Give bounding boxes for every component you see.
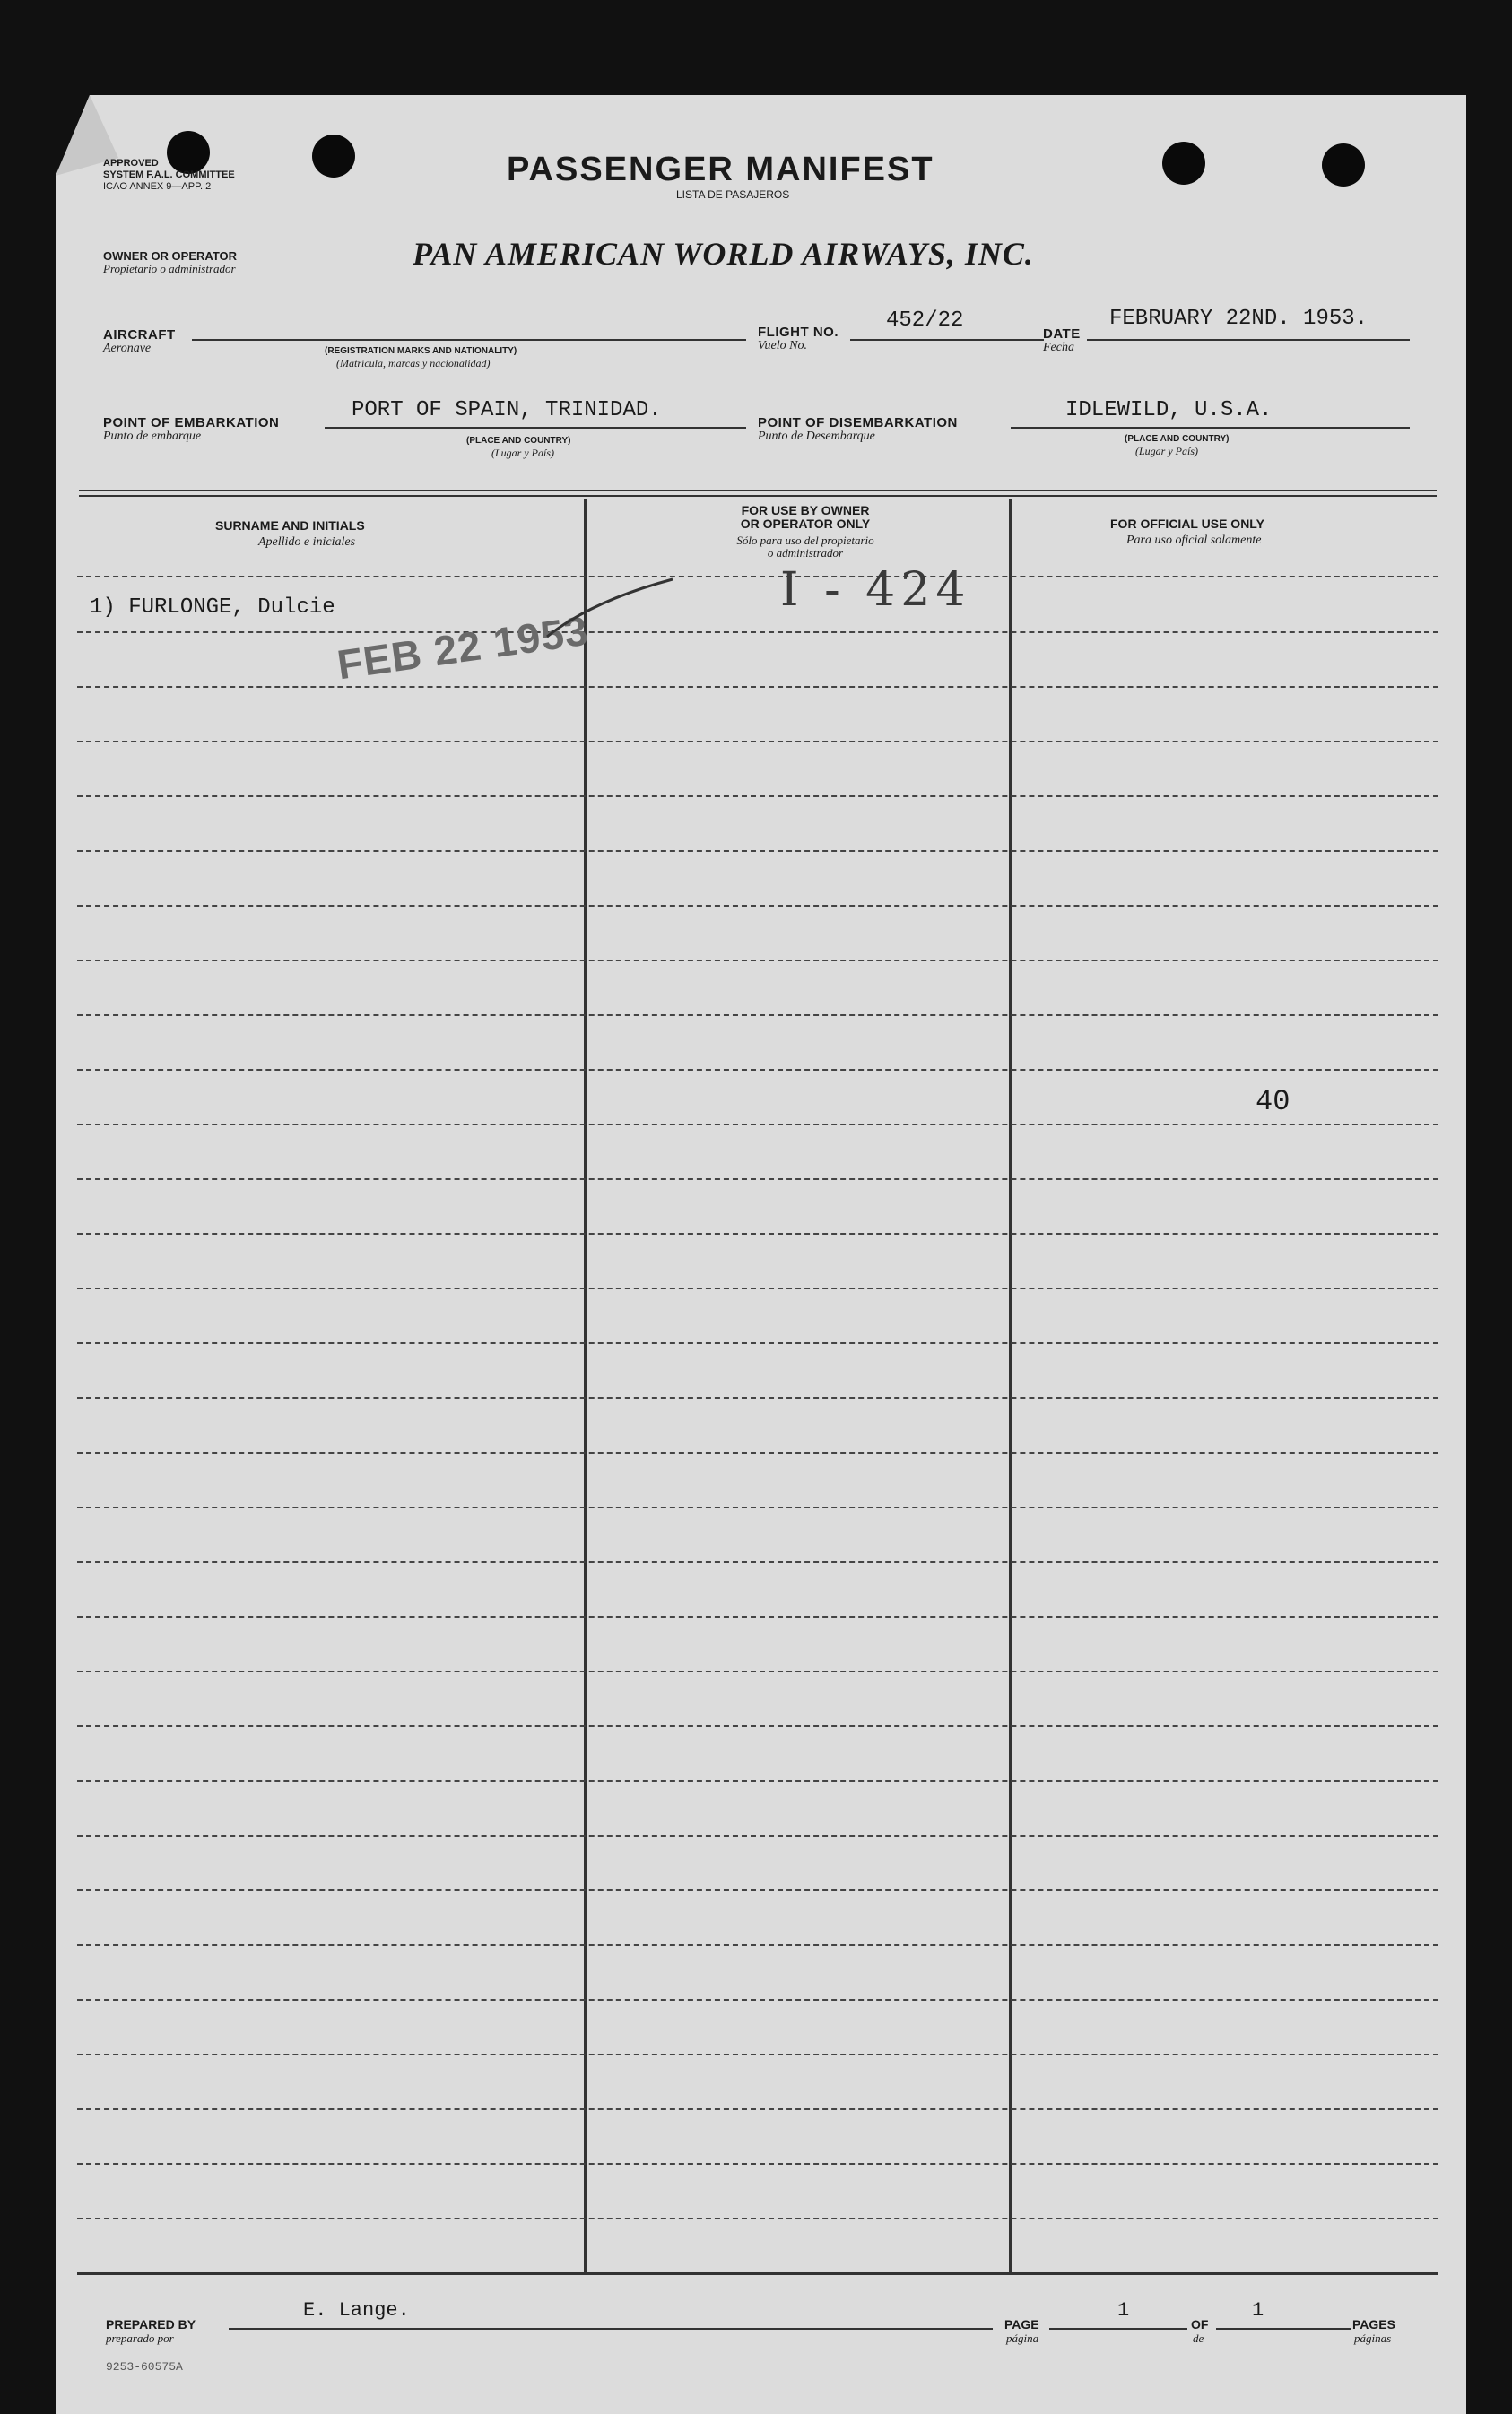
row-rule <box>77 1178 1438 1180</box>
prepared-by-value: E. Lange. <box>303 2299 410 2322</box>
row-rule <box>77 905 1438 907</box>
row-rule <box>77 1233 1438 1235</box>
registration-label-spanish: (Matrícula, marcas y nacionalidad) <box>336 357 491 369</box>
date-stamp: FEB 22 1953 <box>334 606 592 689</box>
aircraft-line <box>192 339 746 341</box>
row-rule <box>77 686 1438 688</box>
total-pages-line <box>1216 2328 1351 2330</box>
flight-label: FLIGHT NO. <box>758 325 839 340</box>
disembarkation-label-spanish: Punto de Desembarque <box>758 430 875 443</box>
pages-label: PAGES <box>1352 2317 1395 2332</box>
owner-value: PAN AMERICAN WORLD AIRWAYS, INC. <box>413 236 1034 272</box>
row-rule <box>77 1944 1438 1946</box>
registration-label: (REGISTRATION MARKS AND NATIONALITY) <box>325 346 517 356</box>
owner-label-spanish: Propietario o administrador <box>103 262 236 275</box>
date-label-spanish: Fecha <box>1043 341 1074 354</box>
embark-place-label: (PLACE AND COUNTRY) <box>466 436 571 446</box>
row-rule <box>77 1889 1438 1891</box>
column-divider-1 <box>584 499 587 2272</box>
row-rule <box>77 1397 1438 1399</box>
row-rule <box>77 2218 1438 2219</box>
row-rule <box>77 2163 1438 2165</box>
table-top-rule-2 <box>79 495 1437 497</box>
embarkation-label: POINT OF EMBARKATION <box>103 415 280 430</box>
pen-stroke <box>538 574 682 646</box>
disembarkation-value: IDLEWILD, U.S.A. <box>1065 398 1273 422</box>
total-pages: 1 <box>1252 2299 1264 2322</box>
prepared-by-label: PREPARED BY <box>106 2317 196 2332</box>
pages-label-spanish: páginas <box>1354 2332 1392 2345</box>
row-rule <box>77 1835 1438 1837</box>
row-rule <box>77 576 1438 577</box>
row-rule <box>77 1999 1438 2001</box>
table-bottom-rule <box>77 2272 1438 2275</box>
approval-block <box>103 158 235 193</box>
col-surname-header-spanish: Apellido e iniciales <box>258 535 356 549</box>
col-owner-header-line-2: OR OPERATOR ONLY <box>740 517 871 531</box>
punch-hole-4 <box>1322 143 1365 187</box>
row-rule <box>77 1725 1438 1727</box>
row-rule <box>77 1780 1438 1782</box>
row-rule <box>77 2054 1438 2055</box>
official-number: 40 <box>1256 1085 1290 1118</box>
table-top-rule <box>79 490 1437 491</box>
flight-number: 452/22 <box>886 308 964 333</box>
flight-label-spanish: Vuelo No. <box>758 339 807 352</box>
page-number: 1 <box>1117 2299 1130 2322</box>
owner-label: OWNER OR OPERATOR <box>103 249 238 263</box>
row-rule <box>77 631 1438 633</box>
column-divider-2 <box>1009 499 1012 2272</box>
date-value: FEBRUARY 22ND. 1953. <box>1109 307 1369 331</box>
date-line <box>1087 339 1410 341</box>
page-label-spanish: página <box>1006 2332 1039 2345</box>
row-rule <box>77 1014 1438 1016</box>
col-surname-header: SURNAME AND INITIALS <box>215 518 365 533</box>
disembark-place-label: (PLACE AND COUNTRY) <box>1125 434 1230 444</box>
row-rule <box>77 1342 1438 1344</box>
punch-hole-2 <box>312 135 355 178</box>
col-owner-header <box>680 504 931 531</box>
row-rule <box>77 1507 1438 1508</box>
embark-place-label-spanish: (Lugar y País) <box>491 447 554 459</box>
approved-line-1: APPROVED <box>103 158 159 169</box>
col-official-header-spanish: Para uso oficial solamente <box>1126 534 1262 547</box>
disembark-place-label-spanish: (Lugar y País) <box>1135 445 1198 457</box>
disembarkation-line <box>1011 427 1410 429</box>
of-label: OF <box>1191 2317 1209 2332</box>
row-rule <box>77 1616 1438 1618</box>
col-owner-header-spanish-2: o administrador <box>767 546 844 560</box>
row-rule <box>77 1288 1438 1289</box>
aircraft-label: AIRCRAFT <box>103 327 176 343</box>
form-number: 9253-60575A <box>106 2360 183 2374</box>
col-official-header: FOR OFFICIAL USE ONLY <box>1110 517 1264 531</box>
page-number-line <box>1049 2328 1187 2330</box>
approved-line-3: ICAO ANNEX 9—APP. 2 <box>103 181 212 192</box>
embarkation-line <box>325 427 746 429</box>
col-owner-header-line-1: FOR USE BY OWNER <box>741 503 870 517</box>
row-rule <box>77 795 1438 797</box>
col-owner-header-spanish-1: Sólo para uso del propietario <box>736 534 874 547</box>
punch-hole-3 <box>1162 142 1205 185</box>
flight-line <box>850 339 1044 341</box>
row-rule <box>77 1452 1438 1454</box>
row-rule <box>77 2108 1438 2110</box>
embarkation-label-spanish: Punto de embarque <box>103 430 202 443</box>
page-label: PAGE <box>1004 2317 1039 2332</box>
row-rule <box>77 1671 1438 1672</box>
date-label: DATE <box>1043 326 1081 342</box>
prepared-by-label-spanish: preparado por <box>106 2332 174 2345</box>
approved-line-2: SYSTEM F.A.L. COMMITTEE <box>103 169 235 180</box>
row-rule <box>77 741 1438 742</box>
col-owner-header-spanish <box>680 534 931 560</box>
aircraft-label-spanish: Aeronave <box>103 342 152 355</box>
row-rule <box>77 1124 1438 1125</box>
disembarkation-label: POINT OF DISEMBARKATION <box>758 415 958 430</box>
row-rule <box>77 960 1438 961</box>
row-rule <box>77 850 1438 852</box>
row-rule <box>77 1561 1438 1563</box>
prepared-by-line <box>229 2328 993 2330</box>
page-title: PASSENGER MANIFEST <box>507 151 934 188</box>
handwritten-code: I - 424 <box>780 563 971 617</box>
page-title-spanish: LISTA DE PASAJEROS <box>676 188 790 201</box>
of-label-spanish: de <box>1193 2332 1204 2345</box>
passenger-entry-1: 1) FURLONGE, Dulcie <box>90 595 335 620</box>
embarkation-value: PORT OF SPAIN, TRINIDAD. <box>352 398 662 422</box>
row-rule <box>77 1069 1438 1071</box>
